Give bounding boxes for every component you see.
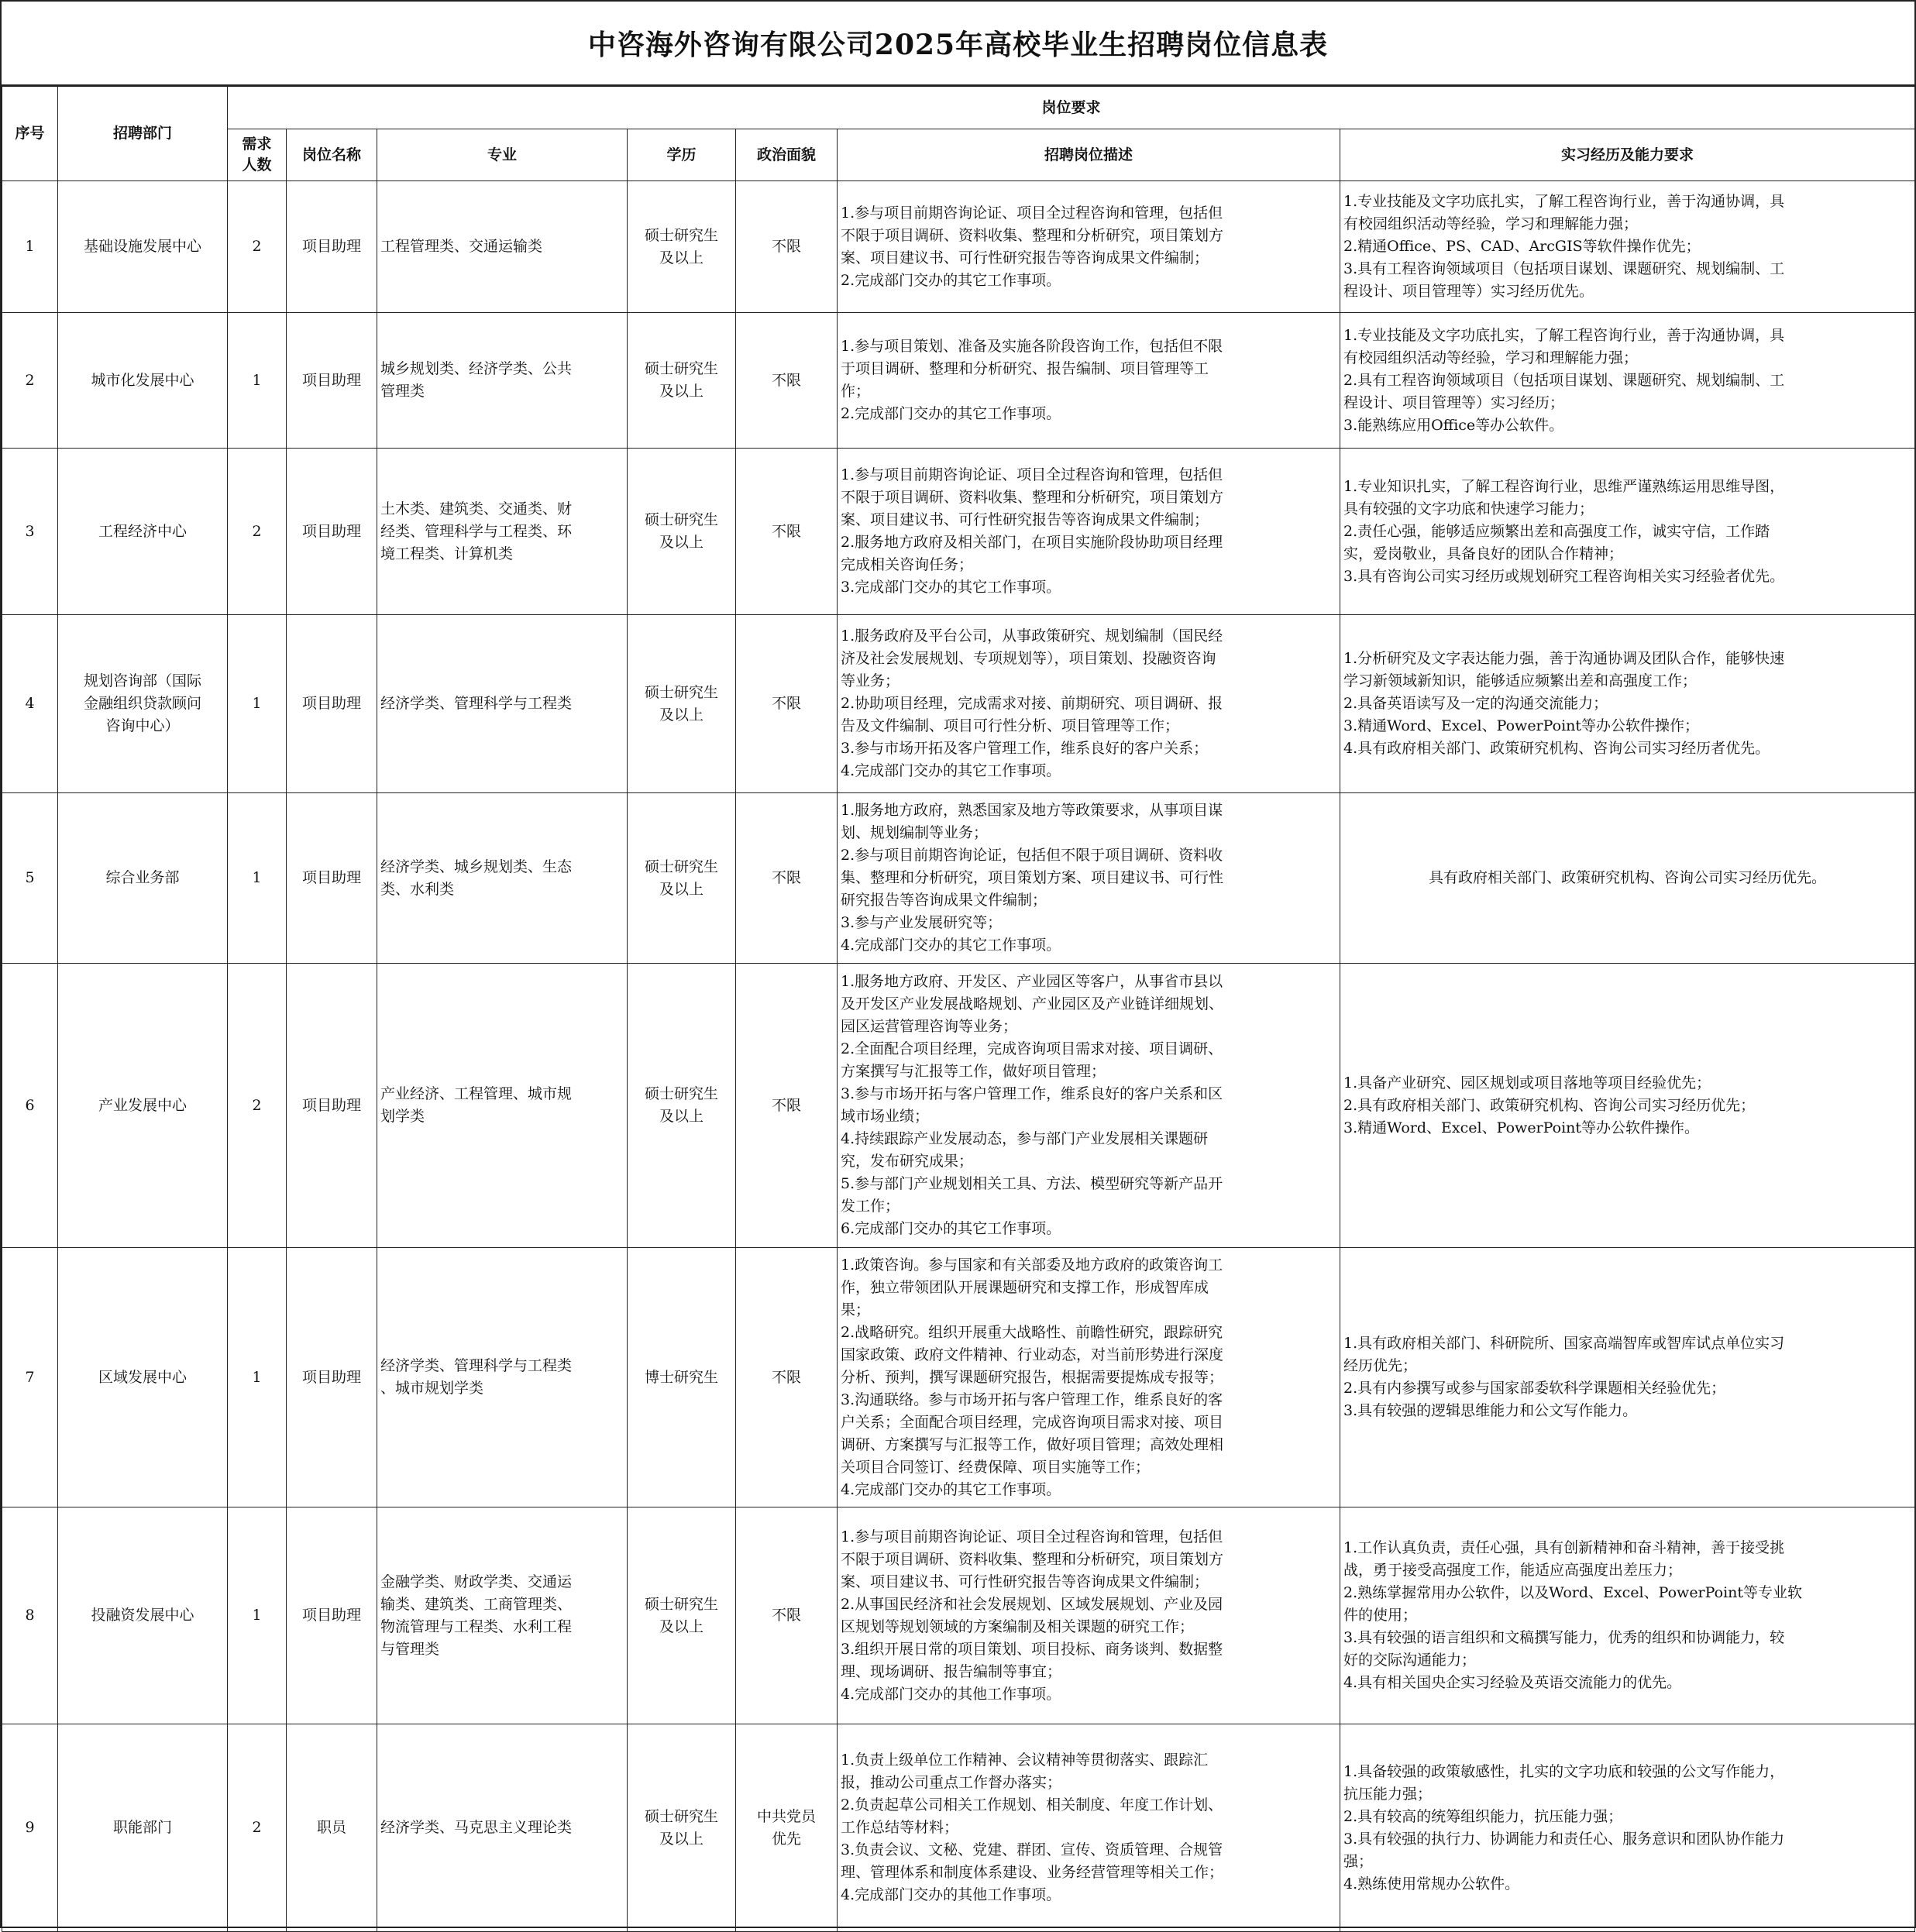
row-no: 8	[2, 1507, 58, 1724]
row-education: 硕士研究生 及以上	[628, 793, 736, 964]
table-row	[2, 793, 1915, 964]
row-major: 城乡规划类、经济学类、公共 管理类	[377, 313, 628, 449]
row-count: 2	[228, 964, 287, 1248]
row-education: 硕士研究生 及以上	[628, 449, 736, 615]
row-description: 1.负责上级单位工作精神、会议精神等贯彻落实、跟踪汇 报，推动公司重点工作督办落实； 2.负责起草公司相关工作规划、相关制度、年度工作计划、 工作总结等材料； 3.负责会议、文秘、党建、群团、宣传、资质管理、合规管 理、管理体系和制度体系建设、业务经营管理等相关工作； 4.完成部门交办的其他工作事项。	[838, 1724, 1340, 1932]
row-major: 金融学类、财政学类、交通运 输类、建筑类、工商管理类、 物流管理与工程类、水利工程 与管理类	[377, 1507, 628, 1724]
header-major: 专业	[377, 129, 628, 181]
row-position: 项目助理	[287, 181, 377, 313]
row-no: 2	[2, 313, 58, 449]
table-row	[2, 181, 1915, 313]
row-description: 1.参与项目前期咨询论证、项目全过程咨询和管理，包括但 不限于项目调研、资料收集、整理和分析研究，项目策划方 案、项目建议书、可行性研究报告等咨询成果文件编制； 2.从事国民经济和社会发展规划、区域发展规划、产业及园 区规划等规划领域的方案编制及相关课题的研究工作； 3.组织开展日常的项目策划、项目投标、商务谈判、数据整 理、现场调研、报告编制等事宜； 4.完成部门交办的其他工作事项。	[838, 1507, 1340, 1724]
row-major: 经济学类、马克思主义理论类	[377, 1724, 628, 1932]
row-position: 项目助理	[287, 1507, 377, 1724]
row-no: 1	[2, 181, 58, 313]
row-political: 不限	[736, 181, 838, 313]
row-requirements: 1.具备产业研究、园区规划或项目落地等项目经验优先； 2.具有政府相关部门、政策研究机构、咨询公司实习经历优先； 3.精通Word、Excel、PowerPoint等办公软件操作。	[1340, 964, 1915, 1248]
recruitment-table	[2, 86, 1915, 1932]
row-no: 7	[2, 1248, 58, 1507]
table-row	[2, 1724, 1915, 1932]
row-count: 1	[228, 313, 287, 449]
document-title: 中咨海外咨询有限公司2025年高校毕业生招聘岗位信息表	[587, 29, 1329, 61]
row-requirements: 具有政府相关部门、政策研究机构、咨询公司实习经历优先。	[1340, 793, 1915, 964]
row-count: 2	[228, 181, 287, 313]
row-political: 不限	[736, 793, 838, 964]
row-dept: 区域发展中心	[58, 1248, 228, 1507]
row-position: 项目助理	[287, 1248, 377, 1507]
row-political: 不限	[736, 615, 838, 793]
row-dept: 工程经济中心	[58, 449, 228, 615]
header-description: 招聘岗位描述	[838, 129, 1340, 181]
row-political: 不限	[736, 313, 838, 449]
row-description: 1.政策咨询。参与国家和有关部委及地方政府的政策咨询工 作，独立带领团队开展课题研究和支撑工作，形成智库成 果； 2.战略研究。组织开展重大战略性、前瞻性研究，跟踪研究 国家政策、政府文件精神、行业动态，对当前形势进行深度 分析、预判，撰写课题研究报告，根据需要提炼成专报等； 3.沟通联络。参与市场开拓与客户管理工作，维系良好的客 户关系；全面配合项目经理，完成咨询项目需求对接、项目 调研、方案撰写与汇报等工作，做好项目管理；高效处理相 关项目合同签订、经费保障、项目实施等工作； 4.完成部门交办的其它工作事项。	[838, 1248, 1340, 1507]
row-political: 不限	[736, 1507, 838, 1724]
row-requirements: 1.具备较强的政策敏感性，扎实的文字功底和较强的公文写作能力， 抗压能力强； 2.具有较高的统筹组织能力，抗压能力强； 3.具有较强的执行力、协调能力和责任心、服务意识和团队协作能力 强； 4.熟练使用常规办公软件。	[1340, 1724, 1915, 1932]
row-requirements: 1.分析研究及文字表达能力强，善于沟通协调及团队合作，能够快速 学习新领域新知识，能够适应频繁出差和高强度工作； 2.具备英语读写及一定的沟通交流能力； 3.精通Word、Excel、PowerPoint等办公软件操作； 4.具有政府相关部门、政策研究机构、咨询公司实习经历者优先。	[1340, 615, 1915, 793]
row-major: 土木类、建筑类、交通类、财 经类、管理科学与工程类、环 境工程类、计算机类	[377, 449, 628, 615]
row-education: 硕士研究生 及以上	[628, 313, 736, 449]
row-description: 1.服务地方政府、开发区、产业园区等客户，从事省市县以 及开发区产业发展战略规划、产业园区及产业链详细规划、 园区运营管理咨询等业务； 2.全面配合项目经理，完成咨询项目需求对接、项目调研、 方案撰写与汇报等工作，做好项目管理； 3.参与市场开拓与客户管理工作，维系良好的客户关系和区 域市场业绩； 4.持续跟踪产业发展动态，参与部门产业发展相关课题研 究，发布研究成果； 5.参与部门产业规划相关工具、方法、模型研究等新产品开 发工作； 6.完成部门交办的其它工作事项。	[838, 964, 1340, 1248]
row-dept: 产业发展中心	[58, 964, 228, 1248]
row-position: 项目助理	[287, 449, 377, 615]
row-no: 9	[2, 1724, 58, 1932]
row-position: 项目助理	[287, 615, 377, 793]
row-education: 硕士研究生 及以上	[628, 615, 736, 793]
row-requirements: 1.专业技能及文字功底扎实，了解工程咨询行业，善于沟通协调，具 有校园组织活动等经验，学习和理解能力强； 2.具有工程咨询领域项目（包括项目谋划、课题研究、规划编制、工 程设计、项目管理等）实习经历； 3.能熟练应用Office等办公软件。	[1340, 313, 1915, 449]
row-no: 3	[2, 449, 58, 615]
row-education: 硕士研究生 及以上	[628, 181, 736, 313]
row-major: 经济学类、管理科学与工程类 、城市规划学类	[377, 1248, 628, 1507]
row-no: 4	[2, 615, 58, 793]
header-group: 岗位要求	[228, 87, 1915, 129]
row-major: 工程管理类、交通运输类	[377, 181, 628, 313]
row-description: 1.参与项目策划、准备及实施各阶段咨询工作，包括但不限 于项目调研、整理和分析研究、报告编制、项目管理等工 作； 2.完成部门交办的其它工作事项。	[838, 313, 1340, 449]
row-major: 产业经济、工程管理、城市规 划学类	[377, 964, 628, 1248]
row-education: 硕士研究生 及以上	[628, 1507, 736, 1724]
table-row	[2, 313, 1915, 449]
header-requirements: 实习经历及能力要求	[1340, 129, 1915, 181]
header-row-1	[2, 87, 1915, 129]
row-count: 1	[228, 1507, 287, 1724]
header-education: 学历	[628, 129, 736, 181]
row-education: 硕士研究生 及以上	[628, 964, 736, 1248]
row-position: 项目助理	[287, 793, 377, 964]
header-row-2	[2, 129, 1915, 181]
row-count: 1	[228, 793, 287, 964]
row-political: 中共党员 优先	[736, 1724, 838, 1932]
row-dept: 职能部门	[58, 1724, 228, 1932]
row-description: 1.参与项目前期咨询论证、项目全过程咨询和管理，包括但 不限于项目调研、资料收集、整理和分析研究，项目策划方 案、项目建议书、可行性研究报告等咨询成果文件编制； 2.服务地方政府及相关部门，在项目实施阶段协助项目经理 完成相关咨询任务； 3.完成部门交办的其它工作事项。	[838, 449, 1340, 615]
row-description: 1.服务地方政府，熟悉国家及地方等政策要求，从事项目谋 划、规划编制等业务； 2.参与项目前期咨询论证，包括但不限于项目调研、资料收 集、整理和分析研究，项目策划方案、项目建议书、可行性 研究报告等咨询成果文件编制； 3.参与产业发展研究等； 4.完成部门交办的其它工作事项。	[838, 793, 1340, 964]
row-requirements: 1.具有政府相关部门、科研院所、国家高端智库或智库试点单位实习 经历优先； 2.具有内参撰写或参与国家部委软科学课题相关经验优先； 3.具有较强的逻辑思维能力和公文写作能力。	[1340, 1248, 1915, 1507]
header-no: 序号	[2, 87, 58, 181]
row-political: 不限	[736, 1248, 838, 1507]
row-education: 博士研究生	[628, 1248, 736, 1507]
row-dept: 综合业务部	[58, 793, 228, 964]
row-no: 5	[2, 793, 58, 964]
header-political: 政治面貌	[736, 129, 838, 181]
row-political: 不限	[736, 964, 838, 1248]
title-bar	[2, 2, 1914, 86]
row-dept: 基础设施发展中心	[58, 181, 228, 313]
row-position: 项目助理	[287, 313, 377, 449]
row-requirements: 1.专业知识扎实，了解工程咨询行业，思维严谨熟练运用思维导图， 具有较强的文字功底和快速学习能力； 2.责任心强，能够适应频繁出差和高强度工作，诚实守信，工作踏 实，爱岗敬业，具备良好的团队合作精神； 3.具有咨询公司实习经历或规划研究工程咨询相关实习经验者优先。	[1340, 449, 1915, 615]
row-dept: 规划咨询部（国际 金融组织贷款顾问 咨询中心）	[58, 615, 228, 793]
row-count: 2	[228, 1724, 287, 1932]
table-row	[2, 449, 1915, 615]
row-description: 1.参与项目前期咨询论证、项目全过程咨询和管理，包括但 不限于项目调研、资料收集、整理和分析研究，项目策划方 案、项目建议书、可行性研究报告等咨询成果文件编制； 2.完成部门交办的其它工作事项。	[838, 181, 1340, 313]
row-description: 1.服务政府及平台公司，从事政策研究、规划编制（国民经 济及社会发展规划、专项规划等），项目策划、投融资咨询 等业务； 2.协助项目经理，完成需求对接、前期研究、项目调研、报 告及文件编制、项目可行性分析、项目管理等工作； 3.参与市场开拓及客户管理工作，维系良好的客户关系； 4.完成部门交办的其它工作事项。	[838, 615, 1340, 793]
table-row	[2, 1248, 1915, 1507]
row-position: 职员	[287, 1724, 377, 1932]
row-count: 1	[228, 1248, 287, 1507]
row-education: 硕士研究生 及以上	[628, 1724, 736, 1932]
row-count: 2	[228, 449, 287, 615]
row-major: 经济学类、城乡规划类、生态 类、水利类	[377, 793, 628, 964]
row-dept: 城市化发展中心	[58, 313, 228, 449]
row-requirements: 1.工作认真负责，责任心强，具有创新精神和奋斗精神，善于接受挑 战，勇于接受高强度工作，能适应高强度出差压力； 2.熟练掌握常用办公软件，以及Word、Excel、PowerPoint等专业软 件的使用； 3.具有较强的语言组织和文稿撰写能力，优秀的组织和协调能力，较 好的交际沟通能力； 4.具有相关国央企实习经验及英语交流能力的优先。	[1340, 1507, 1915, 1724]
table-row	[2, 1507, 1915, 1724]
row-dept: 投融资发展中心	[58, 1507, 228, 1724]
table-row	[2, 964, 1915, 1248]
header-dept: 招聘部门	[58, 87, 228, 181]
row-position: 项目助理	[287, 964, 377, 1248]
row-no: 6	[2, 964, 58, 1248]
table-row	[2, 615, 1915, 793]
header-count: 需求 人数	[228, 129, 287, 181]
row-political: 不限	[736, 449, 838, 615]
row-requirements: 1.专业技能及文字功底扎实，了解工程咨询行业，善于沟通协调，具 有校园组织活动等经验，学习和理解能力强； 2.精通Office、PS、CAD、ArcGIS等软件操作优先； 3.具有工程咨询领域项目（包括项目谋划、课题研究、规划编制、工 程设计、项目管理等）实习经历优先。	[1340, 181, 1915, 313]
row-major: 经济学类、管理科学与工程类	[377, 615, 628, 793]
row-count: 1	[228, 615, 287, 793]
header-position: 岗位名称	[287, 129, 377, 181]
